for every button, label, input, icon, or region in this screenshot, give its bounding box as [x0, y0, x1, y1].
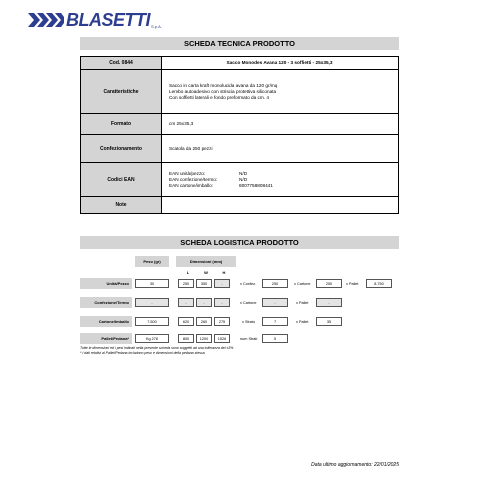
logistic-notes: [80, 346, 233, 356]
formato-row: [81, 114, 398, 135]
peso-cell: Kg 276: [135, 334, 169, 343]
ean-key: EAN confezione/termo:: [169, 176, 218, 182]
row-label-cartone: Cartone/Imballo: [80, 316, 132, 327]
dim-h-cell: -: [214, 298, 230, 307]
dim-l-label: L: [186, 270, 190, 275]
brand-logo: [28, 6, 162, 30]
dim-l-cell: 800: [178, 334, 194, 343]
conv-label: num Strati: [240, 336, 258, 341]
conv-cell: 250: [316, 279, 342, 288]
note-row: [81, 197, 398, 213]
brand-name: BLASETTI: [66, 10, 150, 30]
conv-cell: 7: [262, 317, 288, 326]
conv-cell: 5: [262, 334, 288, 343]
caratteristiche-label: Caratteristiche: [81, 70, 162, 113]
note-pallet: * I dati relativi al Pallet/Pedana includono peso e dimensioni della pedana stessa: [80, 351, 205, 355]
confezionamento-row: [81, 135, 398, 163]
note-tolerance: Tutte le dimensioni ed i pesi indicati nella presente scheda sono soggetti ad una tolleranza del ±3%: [80, 346, 234, 350]
dim-h-label: H: [222, 270, 226, 275]
ean-code: N/D: [239, 170, 248, 176]
ean-key: EAN unità/pezzo:: [169, 170, 206, 176]
peso-cell: -: [135, 298, 169, 307]
product-name: Sacco Monodes Avana 120 - 3 soffietti - 25x35,3: [226, 60, 333, 65]
logo-chevrons-icon: [28, 10, 64, 30]
peso-cell: 30: [135, 279, 169, 288]
confezionamento-label: Confezionamento: [81, 135, 162, 162]
ean-code: N/D: [239, 176, 248, 182]
dim-l-cell: -: [178, 298, 194, 307]
caratteristiche-line: Lembo autoadesivo con striscia protettiva siliconata: [169, 88, 277, 94]
peso-header: Peso (gr): [135, 256, 169, 267]
dim-w-label: W: [204, 270, 208, 275]
dim-h-cell: -: [214, 279, 230, 288]
dimensioni-header: Dimensioni (mm): [176, 256, 236, 267]
conv-cell: 8.750: [366, 279, 392, 288]
brand-suffix: S.p.A.: [151, 24, 162, 29]
ean-code: 8007758808441: [239, 182, 273, 188]
row-label-confezione: Confezione/Termo: [80, 297, 132, 308]
tech-table: [80, 56, 399, 214]
ean-line: [169, 183, 273, 189]
caratteristiche-value: [169, 70, 277, 113]
note-label: Note: [81, 197, 162, 213]
dim-l-cell: 250: [178, 279, 194, 288]
caratteristiche-row: [81, 70, 398, 114]
dim-h-cell: 1526: [214, 334, 230, 343]
row-label-unita: Unità/Pezzo: [80, 278, 132, 289]
dim-l-cell: 620: [178, 317, 194, 326]
ean-key: EAN cartone/imballo:: [169, 182, 214, 188]
dim-w-cell: 260: [196, 317, 212, 326]
conv-cell: -: [316, 298, 342, 307]
conv-cell: 35: [316, 317, 342, 326]
conv-label: x Confez.: [240, 281, 257, 286]
dim-w-cell: -: [196, 298, 212, 307]
conv-cell: -: [262, 298, 288, 307]
conv-label: x Cartone: [294, 281, 311, 286]
conv-label: x Pallet: [296, 319, 309, 324]
conv-label: x Pallet: [346, 281, 359, 286]
product-code: Cod. 0844: [81, 57, 162, 69]
product-row: [81, 57, 398, 70]
caratteristiche-line: Con soffietti laterali e fondo preformato da cm. 4: [169, 94, 269, 100]
dim-w-cell: 1200: [196, 334, 212, 343]
row-label-pallet: Pallet/Pedana*: [80, 333, 132, 344]
last-update-date: Data ultimo aggiornamento: 22/01/2025: [311, 462, 399, 468]
dim-w-cell: 350: [196, 279, 212, 288]
dim-h-cell: 275: [214, 317, 230, 326]
ean-label: Codici EAN: [81, 163, 162, 196]
conv-label: x Pallet: [296, 300, 309, 305]
tech-sheet-title: SCHEDA TECNICA PRODOTTO: [80, 37, 399, 50]
ean-value: [169, 163, 273, 196]
conv-cell: 250: [262, 279, 288, 288]
formato-value: cm 25x35,3: [169, 121, 194, 126]
caratteristiche-line: Sacco in carta kraft monolucida avana da 120 gr/mq: [169, 82, 278, 88]
confezionamento-value: Scatola da 250 pezzi: [169, 145, 213, 151]
formato-label: Formato: [81, 114, 162, 134]
logistic-sheet-title: SCHEDA LOGISTICA PRODOTTO: [80, 236, 399, 249]
peso-cell: 7.500: [135, 317, 169, 326]
ean-row: [81, 163, 398, 197]
conv-label: x Cartone: [240, 300, 257, 305]
conv-label: x Strato: [242, 319, 256, 324]
